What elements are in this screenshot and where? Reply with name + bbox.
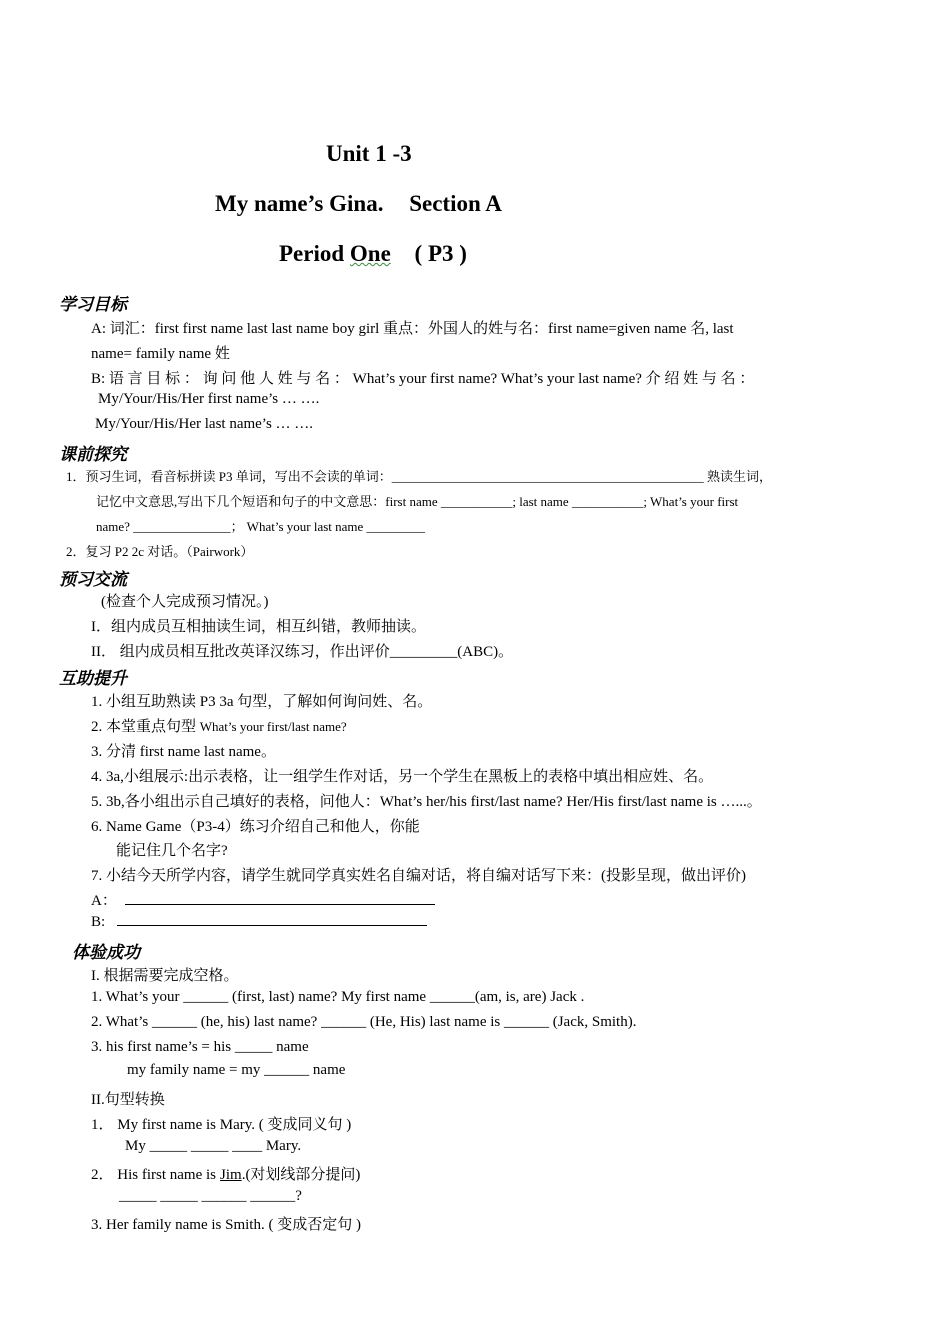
preview-item-1-line1: 1．预习生词，看音标拼读 P3 单词，写出不会读的单词：________________________________________________ 熟读生词， [66, 469, 772, 484]
heading-success: 体验成功 [72, 943, 140, 963]
section-title [215, 191, 502, 217]
dialog-line-a [91, 889, 435, 910]
goals-b-line2: My/Your/His/Her first name’s … …. [98, 391, 320, 407]
success-question-1: 1. What’s your ______ (first, last) name? My first name ______(am, is, are) Jack . [91, 989, 585, 1005]
rewrite-2-underlined-name: Jim [220, 1167, 242, 1183]
goals-b-line1: B: 语 言 目 标 ： 询 问 他 人 姓 与 名 ： What’s your first name? What’s your last name? 介 绍 姓 与 名 ： [91, 371, 755, 387]
help-item-5: 5. 3b,各小组出示自己填好的表格，问他人：What’s her/his first/last name? Her/His first/last name is …...。 [91, 794, 762, 810]
help-item-4: 4. 3a,小组展示:出示表格，让一组学生作对话，另一个学生在黑板上的表格中填出相应姓、名。 [91, 769, 714, 785]
success-question-3-line2: my family name = my ______ name [127, 1062, 346, 1078]
rewrite-2-suffix: .(对划线部分提问) [241, 1167, 361, 1183]
exchange-item-2: II． 组内成员相互批改英译汉练习，作出评价_________(ABC)。 [91, 644, 514, 660]
help-item-6-line1: 6. Name Game（P3-4）练习介绍自己和他人，你能 [91, 819, 420, 835]
dialog-label-a: A： [91, 893, 117, 909]
success-question-3-line1: 3. his first name’s = his _____ name [91, 1039, 309, 1055]
heading-preview: 课前探究 [59, 445, 127, 465]
help-item-2-sentence: What’s your first/last name? [199, 719, 347, 734]
rewrite-2-line2: _____ _____ ______ ______? [119, 1188, 302, 1204]
dialog-blank-a[interactable] [125, 903, 435, 905]
rewrite-2-prefix: 2． His first name is [91, 1167, 216, 1183]
period-title-page: ( P3 ) [414, 241, 467, 266]
help-item-6-line2: 能记住几个名字? [116, 843, 228, 859]
help-item-1: 1. 小组互助熟读 P3 3a 句型，了解如何询问姓、名。 [91, 694, 433, 710]
heading-exchange: 预习交流 [59, 570, 127, 590]
rewrite-3: 3. Her family name is Smith. ( 变成否定句 ) [91, 1217, 361, 1233]
rewrite-1-line2: My _____ _____ ____ Mary. [125, 1138, 302, 1154]
goals-a-line1: A: 词汇：first first name last last name boy girl 重点：外国人的姓与名：first name=given name 名, last [91, 321, 734, 337]
help-item-3: 3. 分清 first name last name。 [91, 744, 276, 760]
help-item-2-label: 2. 本堂重点句型 [91, 719, 197, 735]
goals-b-line3: My/Your/His/Her last name’s … …. [95, 416, 314, 432]
period-title-word: Period [279, 241, 345, 266]
period-title-one: One [349, 241, 391, 266]
preview-item-1-line2: 记忆中文意思,写出下几个短语和句子的中文意思：first name ___________; last name ___________; What’s your first [96, 494, 739, 509]
success-question-2: 2. What’s ______ (he, his) last name? ______ (He, His) last name is ______ (Jack, Smith). [91, 1014, 637, 1030]
exchange-item-1: I．组内成员互相抽读生词，相互纠错，教师抽读。 [91, 619, 426, 635]
section-title-name: My name’s Gina. [215, 191, 384, 216]
success-part-1: I. 根据需要完成空格。 [91, 968, 239, 984]
help-item-2 [91, 715, 347, 736]
dialog-line-b [91, 914, 427, 931]
rewrite-2-line1 [91, 1163, 360, 1184]
heading-goals: 学习目标 [59, 295, 127, 315]
section-title-section: Section A [409, 191, 502, 216]
preview-item-1-line3: name? _______________； What’s your last name _________ [96, 519, 426, 534]
success-part-2: II.句型转换 [91, 1092, 165, 1108]
help-item-7: 7. 小结今天所学内容，请学生就同学真实姓名自编对话，将自编对话写下来：(投影呈现，做出评价) [91, 868, 746, 884]
dialog-label-b: B: [91, 914, 106, 930]
period-title [279, 241, 467, 267]
preview-item-2: 2．复习 P2 2c 对话。（Pairwork） [66, 544, 254, 559]
rewrite-1-line1: 1． My first name is Mary. ( 变成同义句 ) [91, 1117, 352, 1133]
dialog-blank-b[interactable] [117, 924, 427, 926]
heading-help: 互助提升 [59, 669, 127, 689]
exchange-note: (检查个人完成预习情况。) [101, 594, 269, 610]
unit-title: Unit 1 -3 [326, 141, 412, 166]
goals-a-line2: name= family name 姓 [91, 346, 230, 362]
